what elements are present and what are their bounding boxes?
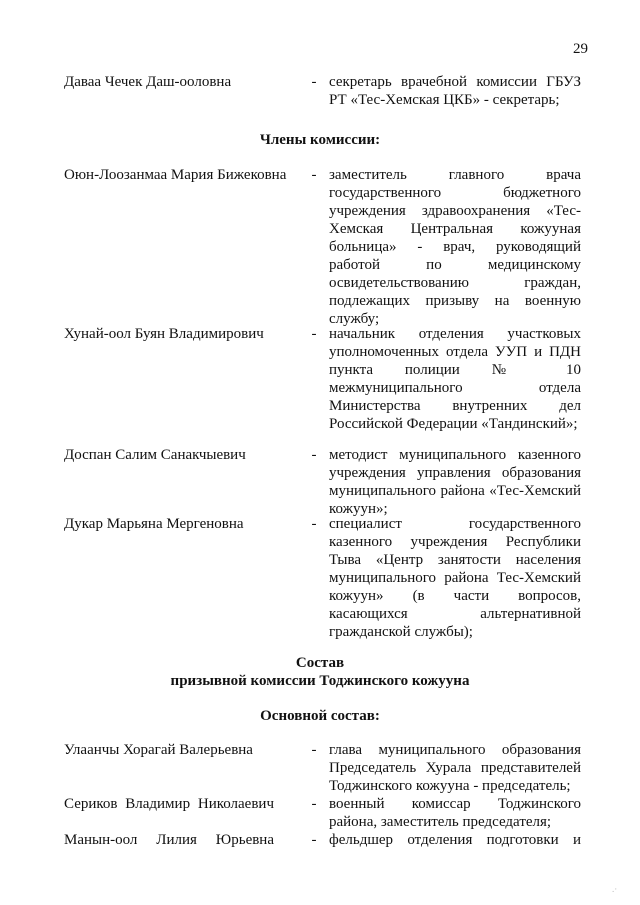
dash: - xyxy=(311,742,317,758)
secretary-role: секретарь врачебной комиссии ГБУЗ РТ «Тес-Хемская ЦКБ» - секретарь; xyxy=(329,74,581,108)
dash: - xyxy=(311,326,317,342)
member-name: Сериков Владимир Николаевич xyxy=(64,796,274,812)
main-composition-heading: Основной состав: xyxy=(260,708,380,724)
member-role: специалист государственного казенного учреждения Республики Тыва «Центр занятости населения муниципального района Тес-Хемский кожуун» (в части вопросов, касающихся альтернативной гражданской службы); xyxy=(329,516,581,640)
dash: - xyxy=(311,74,317,90)
scan-speck: .· xyxy=(612,884,618,894)
member-role: начальник отделения участковых уполномоченных отдела УУП и ПДН пункта полиции № 10 межмуниципального отдела Министерства внутренних дел Российской Федерации «Тандинский»; xyxy=(329,326,581,432)
secretary-name: Даваа Чечек Даш-ооловна xyxy=(64,74,232,90)
dash: - xyxy=(311,832,317,848)
member-name: Манын-оол Лилия Юрьевна xyxy=(64,832,274,848)
composition-title: Состав xyxy=(295,655,345,671)
dash: - xyxy=(311,796,317,812)
member-role: глава муниципального образования Председатель Хурала представителей Тоджинского кожууна - председатель; xyxy=(329,742,581,794)
member-name: Хунай-оол Буян Владимирович xyxy=(64,326,264,342)
composition-subtitle: призывной комиссии Тоджинского кожууна xyxy=(170,673,470,689)
member-name: Оюн-Лоозанмаа Мария Бижековна xyxy=(64,167,287,183)
members-heading: Члены комиссии: xyxy=(259,132,381,148)
member-name: Доспан Салим Санакчыевич xyxy=(64,447,246,463)
member-name: Улаанчы Хорагай Валерьевна xyxy=(64,742,253,758)
dash: - xyxy=(311,447,317,463)
member-name: Дукар Марьяна Мергеновна xyxy=(64,516,244,532)
member-role: методист муниципального казенного учреждения управления образования муниципального района «Тес-Хемский кожуун»; xyxy=(329,447,581,517)
page-number: 29 xyxy=(573,41,588,57)
member-role: фельдшер отделения подготовки и xyxy=(329,832,581,848)
dash: - xyxy=(311,516,317,532)
member-role: заместитель главного врача государственного бюджетного учреждения здравоохранения «Тес-Хемская Центральная кожууная больница» - врач, руководящий работой по медицинскому освидетельствованию граждан, подлежащих призыву на военную службу; xyxy=(329,167,581,327)
member-role: военный комиссар Тоджинского района, заместитель председателя; xyxy=(329,796,581,830)
dash: - xyxy=(311,167,317,183)
